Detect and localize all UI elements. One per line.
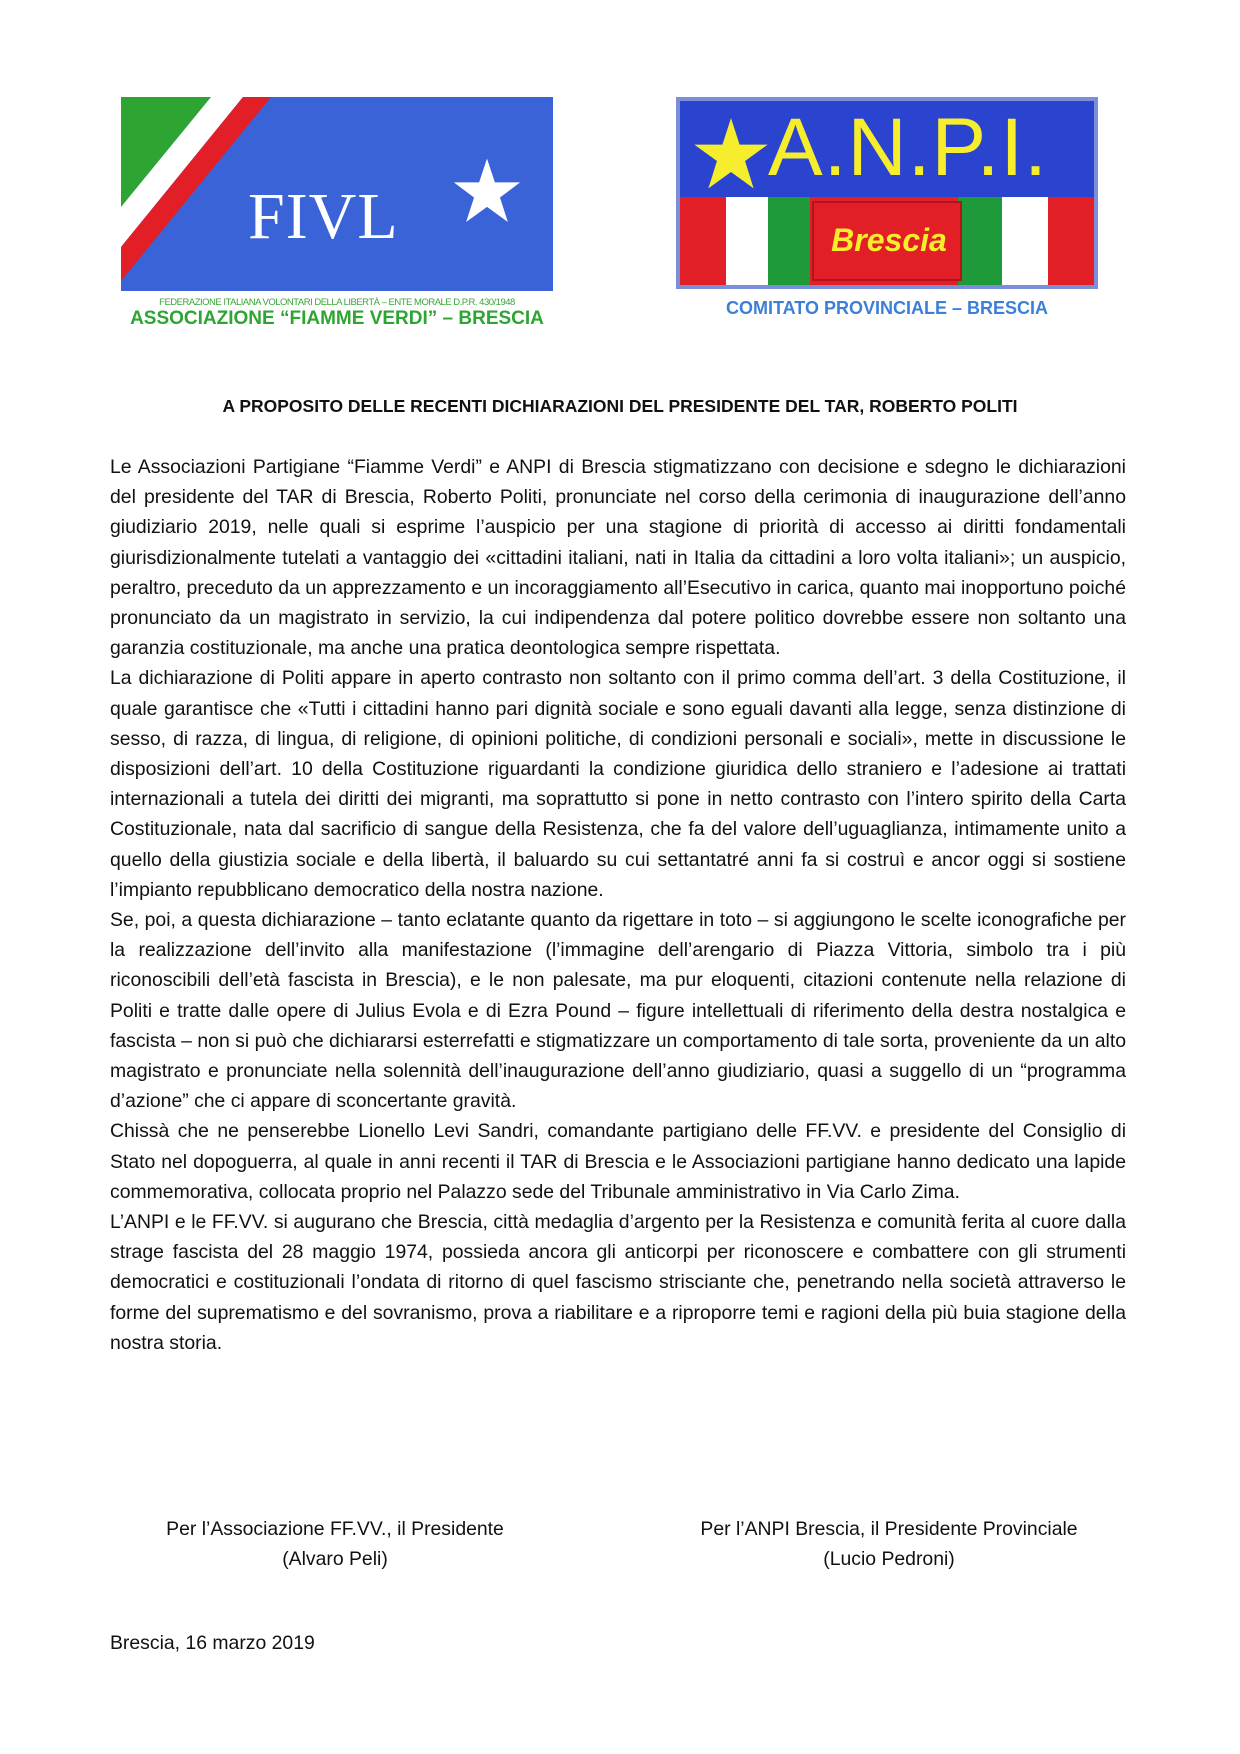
signature-role: Per l’Associazione FF.VV., il Presidente: [166, 1518, 504, 1540]
anpi-committee-line: COMITATO PROVINCIALE – BRESCIA: [725, 298, 1049, 318]
signature-name: (Lucio Pedroni): [823, 1548, 955, 1570]
fivl-wordmark: FIVL: [248, 180, 399, 253]
signature-role: Per l’ANPI Brescia, il Presidente Provinciale: [700, 1518, 1078, 1540]
anpi-logo: [676, 97, 1098, 289]
body-paragraph: Le Associazioni Partigiane “Fiamme Verdi” e ANPI di Brescia stigmatizzano con decisione e sdegno le dichiarazioni del presidente del TAR di Brescia, Roberto Politi, pronunciate nel corso della cerimonia di inaugurazione dell’anno giudiziario 2019, nelle quali si esprime l’auspicio per una stagione di priorità di accesso ai diritti fondamentali giurisdizionalmente tutelati a vantaggio dei «cittadini italiani, nati in Italia da cittadini a loro volta italiani»; un auspicio, peraltro, preceduto da un apprezzamento e un incoraggiamento all’Esecutivo in carica, quanto mai inopportuno poiché pronunciato da un magistrato in servizio, la cui indipendenza dal potere politico dovrebbe essere non soltanto una garanzia costituzionale, ma anche una pratica deontologica sempre rispettata.: [110, 456, 1126, 660]
fivl-association-line: ASSOCIAZIONE “FIAMME VERDI” – BRESCIA: [130, 308, 544, 329]
anpi-logo-header: [680, 101, 1094, 197]
body-paragraph: Chissà che ne penserebbe Lionello Levi Sandri, comandante partigiano delle FF.VV. e presidente del Consiglio di Stato nel dopoguerra, al quale in anni recenti il TAR di Brescia e le Associazioni partigiane hanno dedicato una lapide commemorativa, collocata proprio nel Palazzo sede del Tribunale amministrativo in Via Carlo Zima.: [110, 1120, 1126, 1203]
body-paragraph: L’ANPI e le FF.VV. si augurano che Brescia, città medaglia d’argento per la Resistenza e comunità ferita al cuore dalla strage fascista del 28 maggio 1974, possieda ancora gli anticorpi per riconoscere e combattere con gli strumenti democratici e costituzionali l’ondata di ritorno di quel fascismo strisciante che, penetrando nella società attraverso le forme del suprematismo e del sovranismo, prova a riabilitare e a riproporre temi e ragioni della più buia stagione della nostra storia.: [110, 1211, 1126, 1354]
anpi-city-badge: [812, 201, 962, 281]
place-date: Brescia, 16 marzo 2019: [110, 1632, 315, 1654]
star-icon: [451, 155, 523, 227]
star-icon: [692, 115, 770, 193]
fivl-logo: [121, 97, 553, 329]
fivl-federation-line: FEDERAZIONE ITALIANA VOLONTARI DELLA LIBERTÀ – ENTE MORALE D.P.R. 430/1948: [159, 297, 515, 308]
anpi-city: Brescia: [831, 222, 947, 258]
body-paragraph: Se, poi, a questa dichiarazione – tanto eclatante quanto da rigettare in toto – si aggiungono le scelte iconografiche per la realizzazione dell’invito alla manifestazione (l’immagine dell’arengario di Piazza Vittoria, simbolo tra i più riconoscibili dell’età fascista in Brescia), e le non palesate, ma pur eloquenti, citazioni contenute nella relazione di Politi e tratte dalle opere di Julius Evola e di Ezra Pound – figure intellettuali di riferimento della destra nostalgica e fascista – non si può che dichiararsi esterrefatti e stigmatizzare un comportamento di tale sorta, proveniente da un alto magistrato e pronunciate nella solennità dell’inaugurazione dell’anno giudiziario, quasi a suggello di un “programma d’azione” che ci appare di sconcertante gravità.: [110, 909, 1126, 1113]
anpi-letters: A.N.P.I.: [768, 102, 1048, 193]
document-body: [110, 452, 1126, 1358]
body-paragraph: La dichiarazione di Politi appare in aperto contrasto non soltanto con il primo comma dell’art. 3 della Costituzione, il quale garantisce che «Tutti i cittadini hanno pari dignità sociale e sono eguali davanti alla legge, senza distinzione di sesso, di razza, di lingua, di religione, di opinioni politiche, di condizioni personali e sociali», mette in discussione le disposizioni dell’art. 10 della Costituzione riguardanti la condizione giuridica dello straniero e l’adesione ai trattati internazionali a tutela dei diritti dei migranti, ma soprattutto si pone in netto contrasto con l’intero spirito della Carta Costituzionale, nata dal sacrificio di sangue della Resistenza, che fa del valore dell’uguaglianza, intimamente unito a quello della giustizia sociale e della libertà, il baluardo su cui settantatré anni fa si costruì e ancor oggi si sostiene l’impianto repubblicano democratico della nostra nazione.: [110, 667, 1126, 901]
signature-anpi: [664, 1514, 1114, 1574]
signature-ffvv: [135, 1514, 535, 1574]
signature-name: (Alvaro Peli): [282, 1548, 388, 1570]
document-title: A PROPOSITO DELLE RECENTI DICHIARAZIONI DEL PRESIDENTE DEL TAR, ROBERTO POLITI: [222, 396, 1018, 416]
